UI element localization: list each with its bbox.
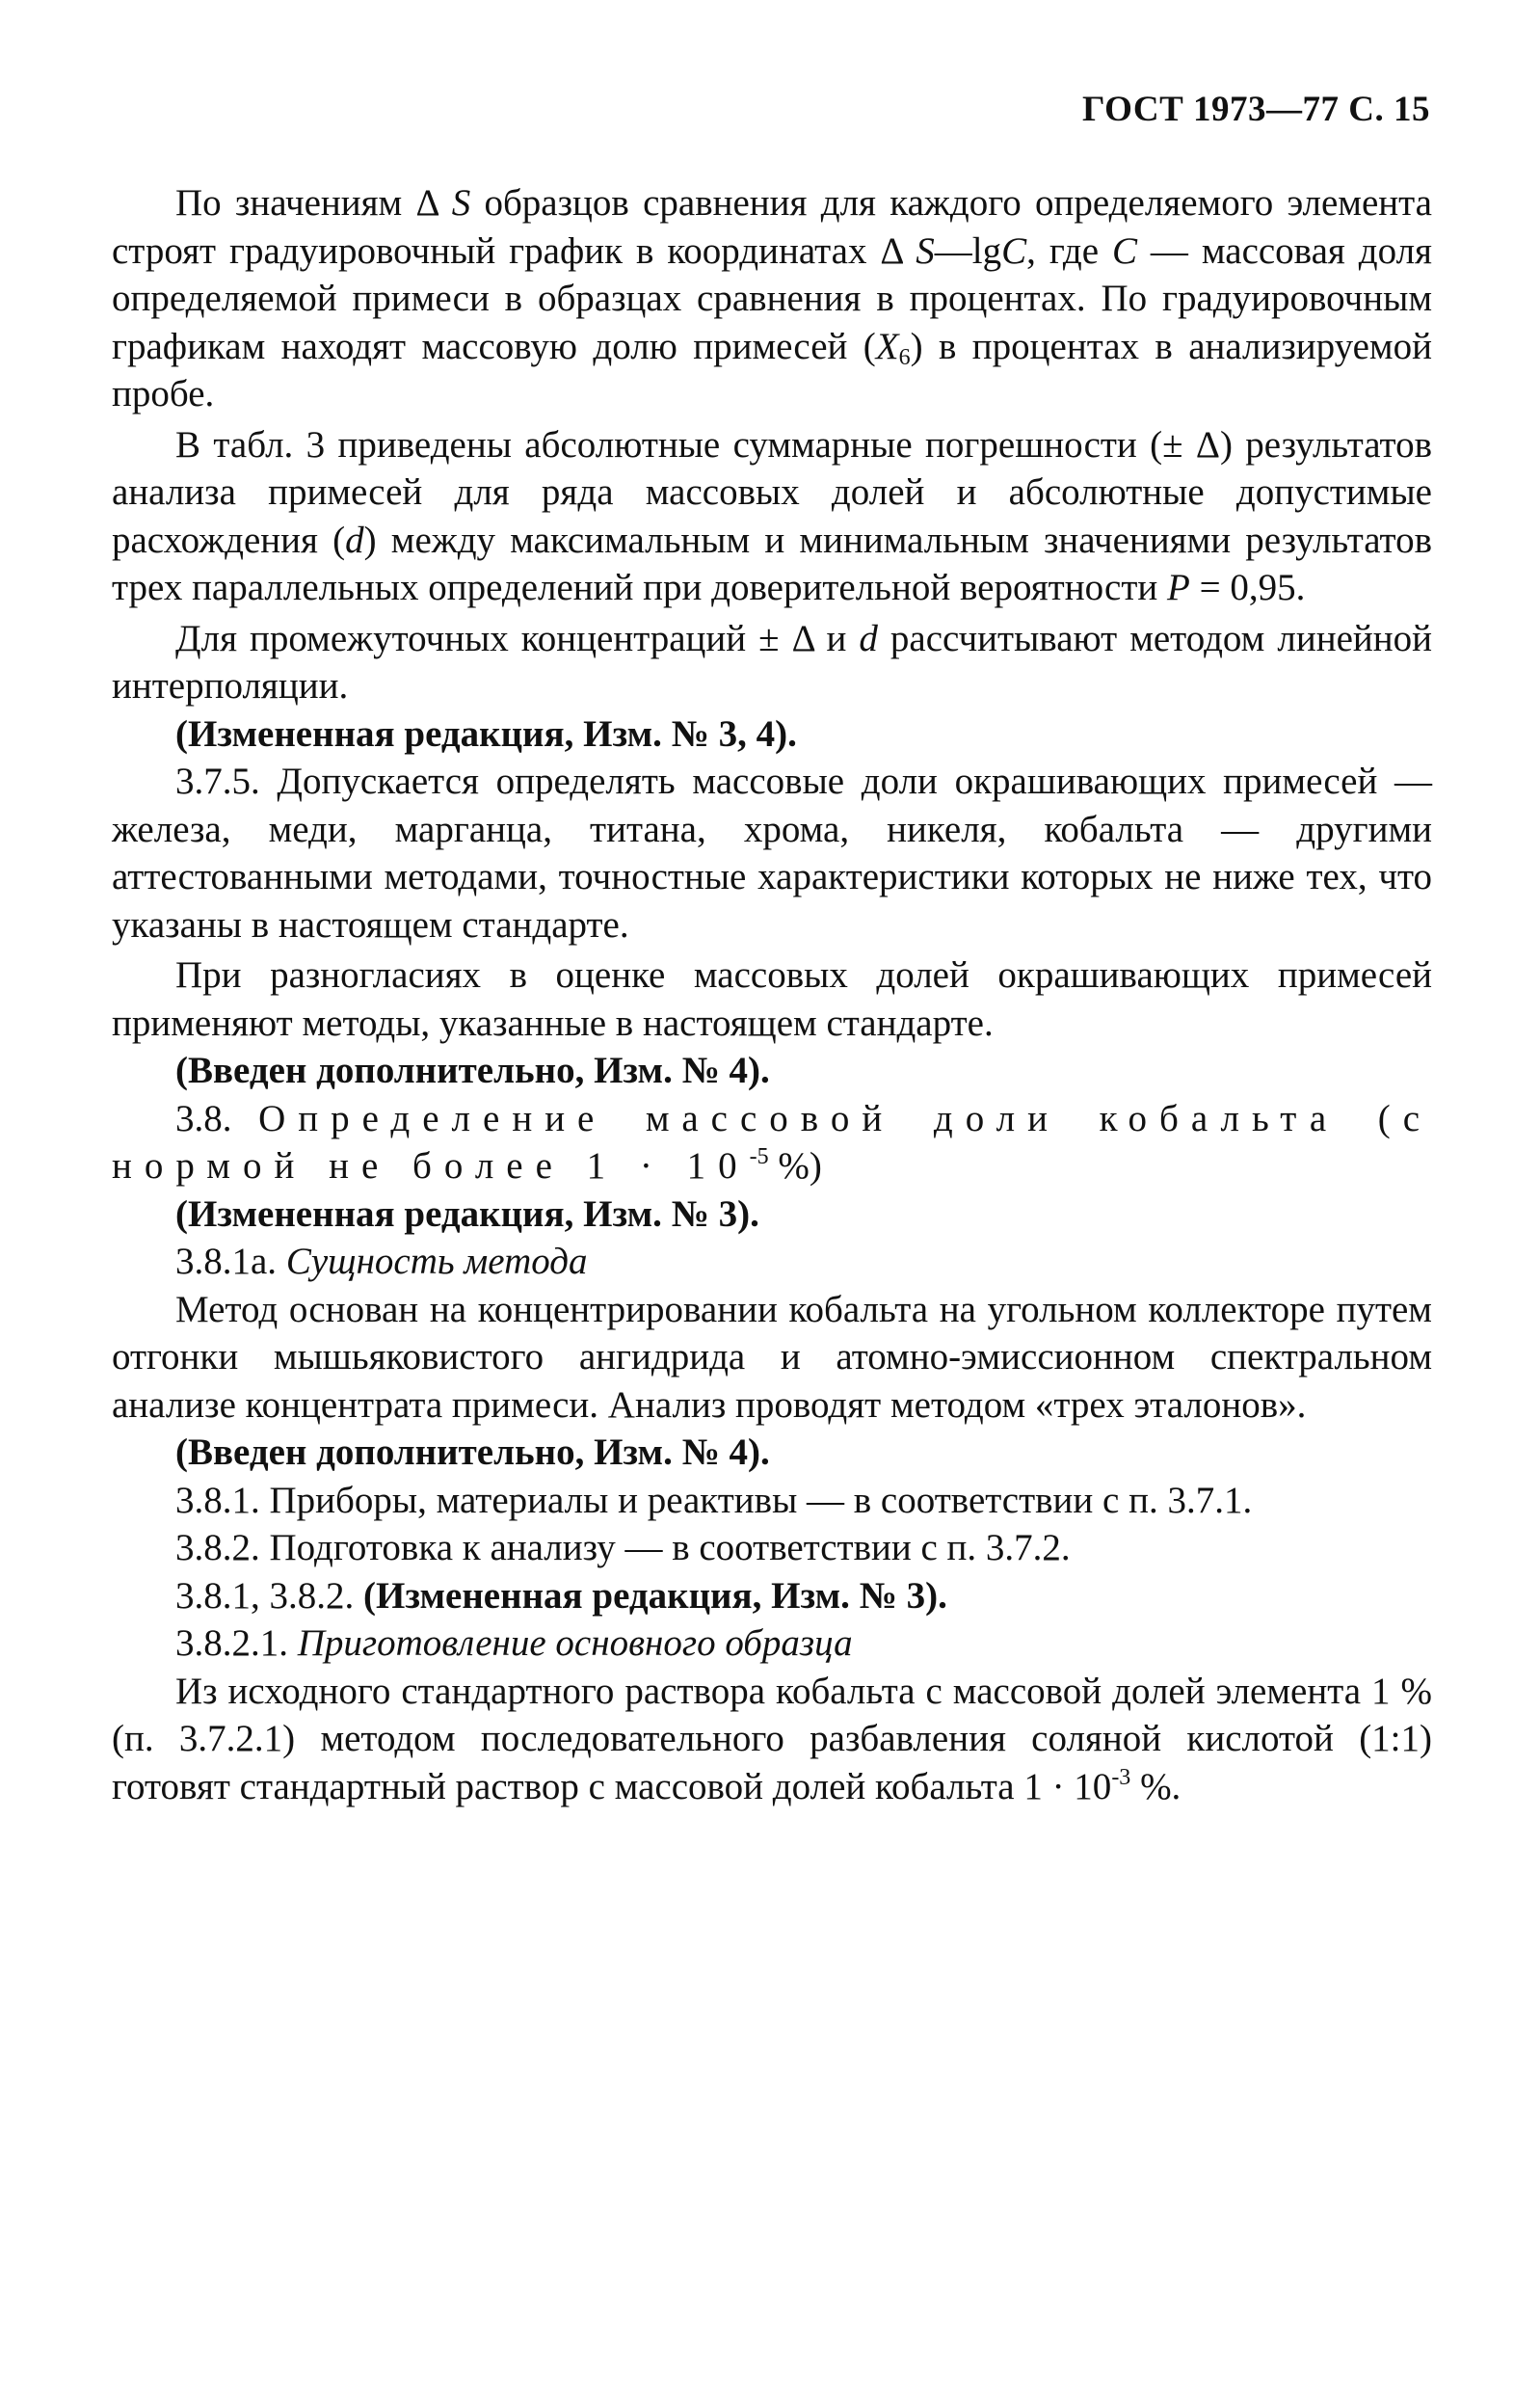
- page-header: ГОСТ 1973—77 С. 15: [1082, 90, 1430, 129]
- subsection-3-8-2-1: 3.8.2.1. Приготовление основного образца: [175, 1622, 853, 1664]
- paragraph-3-8-1: 3.8.1. Приборы, материалы и реактивы — в соответствии с п. 3.7.1.: [175, 1479, 1253, 1521]
- paragraph-errors-table: В табл. 3 приведены абсолютные суммарные погрешности (± Δ) результатов анализа примесей для ряда массовых долей и абсолютные допустимые расхождения (d) между максимальным и минимальным значениями результатов трех параллельных определений при доверительной вероятности P = 0,95.: [112, 423, 1432, 608]
- paragraph-3-8-2: 3.8.2. Подготовка к анализу — в соответствии с п. 3.7.2.: [175, 1527, 1071, 1568]
- amendment-note: (Измененная редакция, Изм. № 3, 4).: [175, 712, 797, 755]
- paragraph-disagreements: При разногласиях в оценке массовых долей окрашивающих примесей применяют методы, указанные в настоящем стандарте.: [112, 954, 1432, 1044]
- paragraph-3-8-1-3-8-2-amendment: 3.8.1, 3.8.2. (Измененная редакция, Изм. № 3).: [175, 1574, 947, 1617]
- amendment-note: (Введен дополнительно, Изм. № 4).: [175, 1431, 770, 1473]
- amendment-note: (Введен дополнительно, Изм. № 4).: [175, 1050, 770, 1091]
- paragraph-interpolation: Для промежуточных концентраций ± Δ и d рассчитывают методом линейной интерполяции.: [112, 617, 1433, 707]
- paragraph-calibration-graph: По значениям Δ S образцов сравнения для каждого определяемого элемента строят градуировочный график в координатах Δ S—lgC, где C — массовая доля определяемой примеси в образцах сравнения в процентах. По градуировочным графикам находят массовую долю примесей $(X_6)$ в процентах в анализируемой пробе.: [112, 182, 1432, 415]
- paragraph-3-7-5: 3.7.5. Допускается определять массовые доли окрашивающих примесей — железа, меди, марганца, титана, хрома, никеля, кобальта — другими аттестованными методами, точностные характеристики которых не ниже тех, что указаны в настоящем стандарте.: [112, 761, 1432, 946]
- amendment-note: (Измененная редакция, Изм. № 3).: [175, 1192, 759, 1235]
- paragraph-method-description: Метод основан на концентрировании кобальта на угольном коллекторе путем отгонки мышьяковистого ангидрида и атомно-эмиссионном спектральном анализе концентрата примеси. Анализ проводят методом «трех эталонов».: [112, 1288, 1432, 1426]
- section-3-8-heading: 3.8. Определение массовой доли кобальта (с нормой не более $1 \cdot 10^{-5}$ %): [112, 1097, 1432, 1187]
- document-body: [112, 179, 1432, 1810]
- subsection-method-essence: 3.8.1а. Сущность метода: [175, 1241, 588, 1282]
- paragraph-standard-solution: Из исходного стандартного раствора кобальта с массовой долей элемента 1 % (п. 3.7.2.1) методом последовательного разбавления соляной кислотой (1:1) готовят стандартный раствор с массовой долей кобальта $1 \cdot 10^{-3}$ %.: [112, 1670, 1432, 1807]
